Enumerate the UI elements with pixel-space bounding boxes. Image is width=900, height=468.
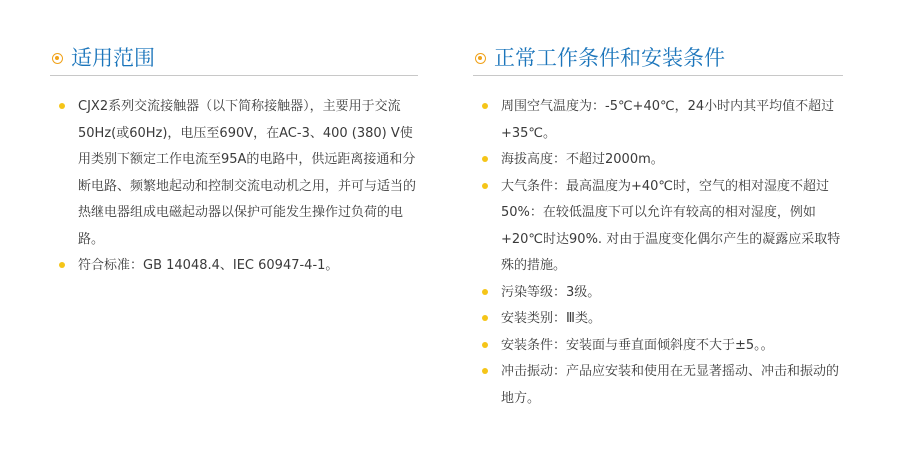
circle-dot-icon <box>52 53 63 64</box>
scope-divider <box>50 75 418 76</box>
list-item <box>473 306 843 333</box>
dot-icon <box>482 289 488 295</box>
scope-section <box>50 42 418 280</box>
conditions-section <box>473 42 843 412</box>
conditions-header <box>473 42 843 76</box>
dot-icon <box>482 315 488 321</box>
dot-icon <box>482 156 488 162</box>
dot-icon <box>59 103 65 109</box>
scope-title: 适用范围 <box>71 46 155 70</box>
list-item-text: 海拔高度：不超过2000m。 <box>501 152 664 167</box>
list-item-text: 安装类别：Ⅲ类。 <box>501 311 601 326</box>
list-item-text: 污染等级：3级。 <box>501 284 601 300</box>
scope-list <box>50 94 418 280</box>
list-item-text: CJX2系列交流接触器（以下简称接触器），主要用于交流50Hz(或60Hz)，电压至690V，在AC-3、400 (380) V使用类别下额定工作电流至95A的电路中，供远距离接通和分断电路、频繁地起动和控制交流电动机之用，并可与适当的热继电器组成电磁起动器以保护可能发生操作过负荷的电路。 <box>78 99 417 247</box>
conditions-list <box>473 94 843 412</box>
dot-icon <box>482 342 488 348</box>
dot-icon <box>59 262 65 268</box>
list-item-text: 冲击振动：产品应安装和使用在无显著摇动、冲击和振动的地方。 <box>501 364 840 406</box>
list-item-text: 符合标准：GB 14048.4、IEC 60947-4-1。 <box>78 258 339 273</box>
scope-header <box>50 42 418 76</box>
list-item-text: 周围空气温度为：-5℃+40℃，24小时内其平均值不超过+35℃。 <box>501 99 835 141</box>
list-item <box>473 333 843 360</box>
list-item <box>473 147 843 174</box>
conditions-title: 正常工作条件和安装条件 <box>494 46 725 70</box>
dot-icon <box>482 368 488 374</box>
list-item <box>473 359 843 412</box>
list-item <box>50 253 418 280</box>
circle-dot-icon <box>475 53 486 64</box>
list-item-text: 安装条件：安装面与垂直面倾斜度不大于±5。。 <box>501 337 774 353</box>
list-item <box>473 280 843 307</box>
list-item <box>50 94 418 253</box>
conditions-divider <box>473 75 843 76</box>
list-item <box>473 174 843 280</box>
dot-icon <box>482 103 488 109</box>
list-item-text: 大气条件：最高温度为+40℃时，空气的相对湿度不超过50%：在较低温度下可以允许有较高的相对湿度，例如+20℃时达90%. 对由于温度变化偶尔产生的凝露应采取特殊的措施。 <box>501 178 841 273</box>
dot-icon <box>482 183 488 189</box>
list-item <box>473 94 843 147</box>
